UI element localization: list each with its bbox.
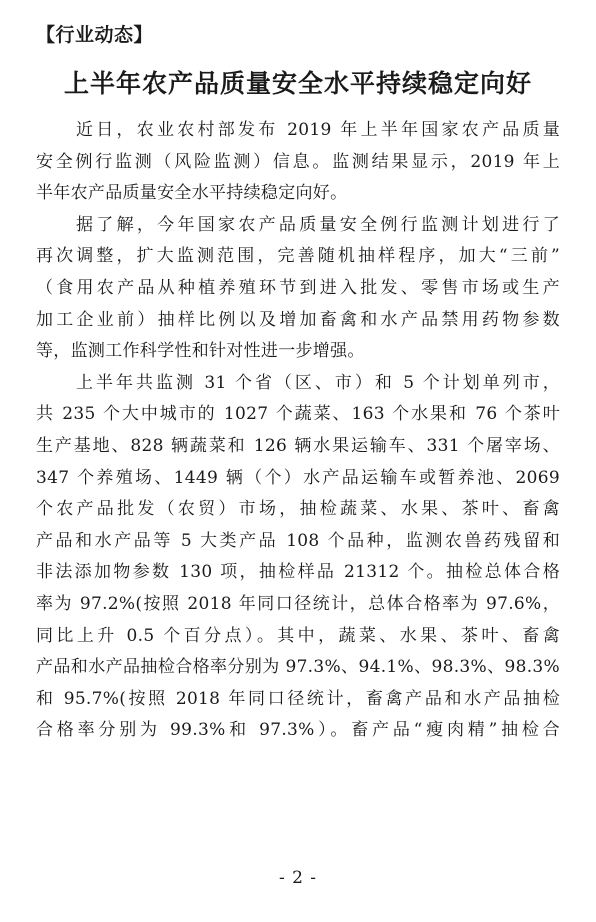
paragraph-line: 合格率分别为 99.3%和 97.3%）。畜产品“瘦肉精”抽检合	[36, 720, 560, 741]
paragraph-line: 非法添加物参数 130 项，抽检样品 21312 个。抽检总体合格	[36, 562, 560, 583]
paragraph-line: 生产基地、828 辆蔬菜和 126 辆水果运输车、331 个屠宰场、	[36, 435, 560, 456]
paragraph-line: 产品和水产品抽检合格率分别为 97.3%、94.1%、98.3%、98.3%	[36, 657, 560, 678]
paragraph-line: 再次调整，扩大监测范围，完善随机抽样程序，加大“三前”	[36, 246, 560, 267]
paragraph-line: 半年农产品质量安全水平持续稳定向好。	[36, 183, 348, 204]
paragraph-line: 和 95.7%(按照 2018 年同口径统计，畜禽产品和水产品抽检	[36, 688, 560, 709]
paragraph-line: 上半年共监测 31 个省（区、市）和 5 个计划单列市，	[76, 372, 560, 393]
paragraph-line: 据了解，今年国家农产品质量安全例行监测计划进行了	[76, 214, 560, 235]
paragraph-line: 加工企业前）抽样比例以及增加畜禽和水产品禁用药物参数	[36, 309, 560, 330]
page-number: - 2 -	[278, 868, 318, 888]
paragraph-line: 347 个养殖场、1449 辆（个）水产品运输车或暂养池、2069	[36, 467, 560, 488]
paragraph-line: 共 235 个大中城市的 1027 个蔬菜、163 个水果和 76 个茶叶	[36, 404, 560, 425]
section-tag: 【行业动态】	[36, 24, 154, 46]
paragraph-line: 近日，农业农村部发布 2019 年上半年国家农产品质量	[76, 120, 560, 140]
paragraph-line: 个农产品批发（农贸）市场，抽检蔬菜、水果、茶叶、畜禽	[36, 499, 560, 520]
article-headline: 上半年农产品质量安全水平持续稳定向好	[63, 69, 532, 98]
paragraph-line: 产品和水产品等 5 大类产品 108 个品种，监测农兽药残留和	[36, 530, 560, 551]
article-body	[36, 115, 560, 747]
paragraph-line: 安全例行监测（风险监测）信息。监测结果显示，2019 年上	[36, 151, 560, 172]
paragraph-line: （食用农产品从种植养殖环节到进入批发、零售市场或生产	[36, 277, 560, 298]
paragraph-line: 等，监测工作科学性和针对性进一步增强。	[36, 341, 365, 362]
paragraph-line: 率为 97.2%(按照 2018 年同口径统计，总体合格率为 97.6%，	[36, 593, 560, 614]
paragraph-line: 同比上升 0.5 个百分点）。其中，蔬菜、水果、茶叶、畜禽	[36, 625, 560, 646]
